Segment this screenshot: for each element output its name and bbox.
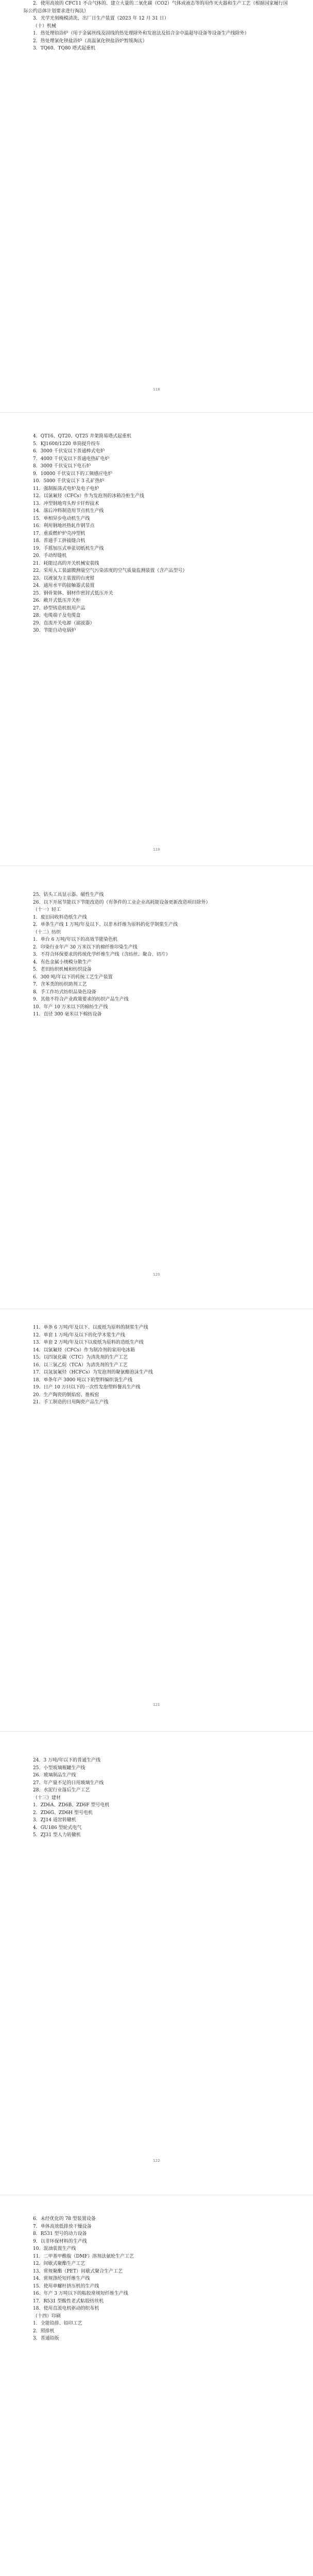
paragraph: 3．不符合环保要求的传统化学纤维生产线（含纺丝、聚合、切片） bbox=[33, 952, 170, 957]
paragraph: 14．以氯氟烃（CFCs）作为制冷剂的家用电冰箱 bbox=[33, 1347, 135, 1353]
paragraph: 2．热处理氯化钡盐浴炉（高温氯化钡盐浴炉暂缓淘汰） bbox=[33, 38, 147, 44]
paragraph: 20．生产陶瓷的倒焰窑、推板窑 bbox=[33, 1392, 99, 1398]
paragraph: 24．3 万吨/年以下的普通生产线 bbox=[33, 1758, 101, 1763]
paragraph: 6．未经优化的 78 型装置设备 bbox=[33, 2216, 96, 2222]
paragraph: 16．年产 3 万吨以下的粘胶常规短纤维生产线 bbox=[33, 2291, 128, 2296]
paragraph: （十三）建材 bbox=[33, 1795, 61, 1801]
paragraph: 25．钢骨架体、钢材作密封式低压开关 bbox=[33, 590, 113, 596]
page-number: 118 bbox=[153, 387, 160, 392]
paragraph: 5．KJ1600/1220 单筒提升绞车 bbox=[33, 441, 100, 447]
paragraph: 23．以液氯为主装置的台虎钳 bbox=[33, 575, 95, 581]
page-body bbox=[24, 1324, 289, 1406]
paragraph: 22．采用人工装滤膜测量空气污染浓度的空气质量监测装置（含产品型号） bbox=[33, 568, 187, 573]
paragraph: 15．使用单螺杆挤压机的生产线 bbox=[33, 2283, 99, 2289]
paragraph: 5．老旧纺织机械和纺织设备 bbox=[33, 967, 92, 972]
paragraph: 26．玻璃制品生产线 bbox=[33, 1773, 76, 1778]
paragraph: 18．普通手工拼接缝合机 bbox=[33, 538, 85, 544]
paragraph: 28．水泥行业落后生产工艺 bbox=[33, 1788, 90, 1793]
paragraph: 9．以非环保材料的生产线 bbox=[33, 2239, 87, 2244]
paragraph: 17．以氢氯氟烃（HCFCs）为发泡剂的聚氨酯泡沫生产线 bbox=[33, 1370, 153, 1375]
paragraph: 27．年产量不足的日用玻璃生产线 bbox=[33, 1780, 104, 1786]
paragraph: 12．单套 1 万吨/年及以下的化学木浆生产线 bbox=[33, 1332, 125, 1338]
paragraph: （十）机械 bbox=[33, 23, 57, 29]
paragraph: 2．单条生产线 1 万吨/年及以下、以非木纤维为原料的化学制浆生产线 bbox=[33, 922, 178, 927]
paragraph: 12．间歇式聚酯生产工艺 bbox=[33, 2261, 85, 2266]
paragraph: 1．全能铅排、铅印工艺 bbox=[33, 2321, 82, 2326]
paragraph: 14．常规涤纶短纤维生产线 bbox=[33, 2276, 90, 2281]
paragraph: 18．使用直流电机驱动的织布机 bbox=[33, 2306, 99, 2311]
paragraph: 12．以氯氟烃（CFCs）作为发泡剂的冰箱冷柜生产线 bbox=[33, 494, 145, 499]
paragraph: （十四）印刷 bbox=[33, 2313, 61, 2319]
paragraph: 13．冲型钢地弯头焊卡钎焊技术 bbox=[33, 501, 99, 506]
document-page-5 bbox=[0, 1757, 313, 1839]
page-divider bbox=[0, 1731, 313, 1732]
paragraph: 21．耗能过高的开关机械安装线 bbox=[33, 561, 99, 566]
paragraph: 1．单台 6 万吨/年以下的高效节能染色机 bbox=[33, 937, 118, 942]
document-page-4 bbox=[0, 1324, 313, 1406]
paragraph: 7．含苯类的纺织助剂工艺 bbox=[33, 982, 87, 987]
paragraph: 16．以三氯乙烷（TCA）为清洗剂的生产工艺 bbox=[33, 1362, 128, 1368]
paragraph: 25．钻头工具显示器、磁性生产线 bbox=[33, 892, 104, 897]
page-body bbox=[24, 2215, 289, 2343]
paragraph: 7．单体高效低排放干燥设备 bbox=[33, 2224, 92, 2229]
paragraph: 3．TQ60、TQ80 塔式起重机 bbox=[33, 46, 96, 51]
paragraph: 3．ZJ14 道岔转辙机 bbox=[33, 1818, 76, 1823]
paragraph: 2．照排机 bbox=[33, 2328, 55, 2334]
paragraph: 2．印染行业年产 30 万米以下的棉纤维印染生产线 bbox=[33, 944, 137, 950]
page-number: 120 bbox=[153, 1273, 160, 1277]
paragraph: 8．R531 型号的动力设备 bbox=[33, 2231, 87, 2236]
paragraph: 19．手摇加压式单张切纸机生产线 bbox=[33, 546, 104, 551]
paragraph: 11．二甲基甲酰胺（DMF）溶剂法氨纶生产工艺 bbox=[33, 2253, 134, 2259]
paragraph: （十一）轻工 bbox=[33, 907, 61, 912]
paragraph: 9．10000 千伏安以下的工频感应电炉 bbox=[33, 471, 113, 477]
paragraph: 6．300 吨/年以下的传统工艺生产装置 bbox=[33, 974, 113, 980]
paragraph: 4．GU186 型轮式电气 bbox=[33, 1825, 82, 1831]
paragraph: 15．单相异步电动机生产线 bbox=[33, 516, 90, 521]
paragraph: 18．单条年产 3000 吨以下的塑料编织袋生产线 bbox=[33, 1377, 133, 1383]
paragraph: 8．3000 千伏安以下电石炉 bbox=[33, 464, 91, 469]
paragraph: 7．4000 千伏安以下普通电热矿电炉 bbox=[33, 456, 110, 462]
paragraph: 28．电缆端子及电缆盒 bbox=[33, 613, 81, 618]
paragraph: 21．手工制造的日用陶瓷产品生产线 bbox=[33, 1400, 109, 1405]
paragraph: 10．混油装置生产线 bbox=[33, 2246, 76, 2251]
paragraph: 11．直径 300 毫米以下棉纺设备 bbox=[33, 1012, 102, 1017]
page-number: 122 bbox=[153, 2159, 160, 2163]
paragraph: 26．以下开展节能以下节能改造的（有条件的工业企业高耗能设备更新改造项目除外） bbox=[33, 900, 211, 905]
paragraph: 14．落后冲料制造用节点机生产线 bbox=[33, 509, 104, 514]
paragraph: 26．敞开式低压开关柜 bbox=[33, 598, 81, 603]
paragraph: 3．普通铅版 bbox=[33, 2336, 59, 2341]
paragraph: 11．单条 6 万吨/年及以下、以废纸为原料的制浆生产线 bbox=[33, 1325, 148, 1330]
paragraph: 24．通用水平的接触器式装置 bbox=[33, 583, 95, 588]
paragraph: 10．5000 千伏安以下 3 孔矿热炉 bbox=[33, 479, 105, 484]
paragraph: 5．ZJ31 型人力转辙机 bbox=[33, 1833, 81, 1838]
paragraph: 3．光学光刻掩模清洗，出厂日生产装置（2023 年 12 月 31 日） bbox=[33, 16, 169, 21]
page-divider bbox=[0, 412, 313, 413]
paragraph: 8．手工作坊式纺织品染色设备 bbox=[33, 989, 96, 995]
paragraph: （十二）纺织 bbox=[33, 929, 61, 935]
paragraph: 25．小型玻璃瓶罐生产线 bbox=[33, 1765, 85, 1771]
paragraph: 13．常规聚酯（PET）间歇式聚合生产工艺 bbox=[33, 2268, 123, 2274]
paragraph: 11．强制振荡式电炉及电子电炉 bbox=[33, 486, 99, 492]
document-page-3 bbox=[0, 891, 313, 1019]
paragraph: 4．有色金属小规模分散生产 bbox=[33, 959, 92, 965]
page-body bbox=[24, 891, 289, 1019]
paragraph: 30．节能自动电锅炉 bbox=[33, 628, 76, 633]
page-body bbox=[24, 1757, 289, 1839]
page-number: 121 bbox=[153, 1703, 160, 1707]
paragraph: 15．以四氯化碳（CTC）为清洗剂的生产工艺 bbox=[33, 1355, 128, 1360]
page-body bbox=[24, 0, 289, 53]
paragraph: 29．直流开关电源（滤波器） bbox=[33, 620, 95, 626]
paragraph: 9．其他不符合产业政策要求的纺织产品生产线 bbox=[33, 997, 129, 1002]
paragraph: 2．使用高效的 CFC11 不合气体的、建立大量的二氧化碳（CO2）气体或液态等的用作灭火器和生产工艺（根据国家履行国际公约总体计划要求进行淘汰） bbox=[24, 1, 288, 14]
paragraph: 13．单套 2 万吨/年及以下以废纸为原料的造纸生产线 bbox=[33, 1340, 144, 1345]
paragraph: 20．手动焊缝机 bbox=[33, 553, 67, 558]
document-page-1 bbox=[0, 0, 313, 53]
paragraph: 6．3000 千伏安以下普通棒式电炉 bbox=[33, 449, 105, 454]
document-page-2 bbox=[0, 433, 313, 635]
page-number: 119 bbox=[153, 848, 160, 852]
paragraph: 17．重质燃炉炉壳冲型机 bbox=[33, 531, 85, 536]
paragraph: 16．利用钢地坯热轧作钢节点 bbox=[33, 523, 95, 529]
paragraph: 2．ZD6G、ZD6H 型号电机 bbox=[33, 1810, 93, 1816]
paragraph: 1．ZD6A、ZD6B、ZD6F 型号电机 bbox=[33, 1803, 110, 1808]
paragraph: 4．QT16、QT20、QT25 井架简易塔式起重机 bbox=[33, 434, 132, 439]
paragraph: 17．R531 型酸性老式粘胶纺丝机 bbox=[33, 2298, 104, 2304]
paragraph: 10．年产 10 万米以下的棉纺生产线 bbox=[33, 1004, 108, 1010]
paragraph: 1．废旧回收料造纸生产线 bbox=[33, 914, 87, 920]
page-body bbox=[24, 433, 289, 635]
document-page-6 bbox=[0, 2215, 313, 2343]
paragraph: 1．热处理铅浴炉（用于金属丝线及固线的热处理除外和发泡法及铝合金中温超导设备等设备生产线除外） bbox=[33, 31, 249, 36]
paragraph: 19．日产 10 万只以下的一次性发泡塑料餐具生产线 bbox=[33, 1385, 141, 1390]
paragraph: 27．砂型铸造机组用产品 bbox=[33, 605, 85, 611]
